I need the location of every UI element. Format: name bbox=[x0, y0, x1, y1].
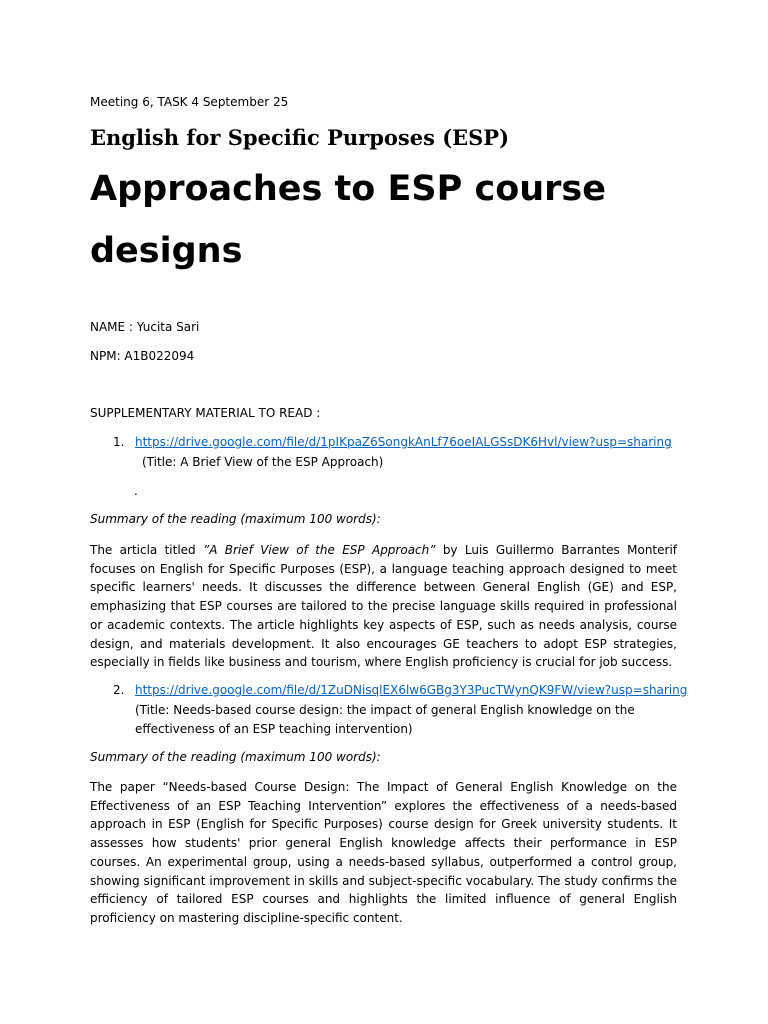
student-name: NAME : Yucita Sari bbox=[90, 320, 200, 334]
main-title: Approaches to ESP course designs bbox=[90, 169, 606, 271]
summary-paragraph-1 bbox=[90, 541, 677, 672]
list-number-1: 1. bbox=[113, 435, 125, 449]
reading-title-1: (Title: A Brief View of the ESP Approach) bbox=[142, 455, 384, 469]
reading-link-1[interactable]: https://drive.google.com/file/d/1pIKpaZ6SongkAnLf76oeIALGSsDK6Hvl/view?usp=sharing bbox=[135, 435, 672, 449]
course-title: English for Specific Purposes (ESP) bbox=[90, 125, 510, 150]
list-number-2: 2. bbox=[113, 683, 125, 697]
summary-1-article-title: ”A Brief View of the ESP Approach” bbox=[203, 543, 436, 557]
summary-heading-1: Summary of the reading (maximum 100 words): bbox=[90, 512, 381, 526]
reading-title-2: (Title: Needs-based course design: the impact of general English knowledge on the effectiveness of an ESP teaching intervention) bbox=[135, 703, 635, 736]
student-npm: NPM: A1B022094 bbox=[90, 349, 195, 363]
supplementary-heading: SUPPLEMENTARY MATERIAL TO READ : bbox=[90, 406, 321, 420]
summary-1-part-a: The articla titled bbox=[90, 543, 204, 557]
summary-paragraph-2: The paper “Needs-based Course Design: The Impact of General English Knowledge on the Effectiveness of an ESP Teaching Intervention” explores the effectiveness of a needs-based approach in ESP (English for Specific Purposes) course design for Greek university students. It assesses how students' prior general English knowledge affects their performance in ESP courses. An experimental group, using a needs-based syllabus, outperformed a control group, showing significant improvement in skills and subject-specific vocabulary. The study confirms the efficiency of tailored ESP courses and highlights the limited influence of general English proficiency on mastering discipline-specific content. bbox=[90, 780, 677, 925]
summary-heading-2: Summary of the reading (maximum 100 words): bbox=[90, 750, 381, 764]
meeting-line: Meeting 6, TASK 4 September 25 bbox=[90, 95, 289, 109]
list-dot: . bbox=[134, 484, 138, 498]
summary-1-part-b: by Luis Guillermo Barrantes Monterif focuses on English for Specific Purposes (ESP), a language teaching approach designed to meet specific learners' needs. It discusses the difference between General English (GE) and ESP, emphasizing that ESP courses are tailored to the precise language skills required in professional or academic contexts. The article highlights key aspects of ESP, such as needs analysis, course design, and materials development. It also encourages GE teachers to adopt ESP strategies, especially in fields like business and tourism, where English proficiency is crucial for job success. bbox=[90, 543, 678, 670]
reading-link-2[interactable]: https://drive.google.com/file/d/1ZuDNisqlEX6lw6GBg3Y3PucTWynQK9FW/view?usp=sharing bbox=[135, 683, 688, 697]
